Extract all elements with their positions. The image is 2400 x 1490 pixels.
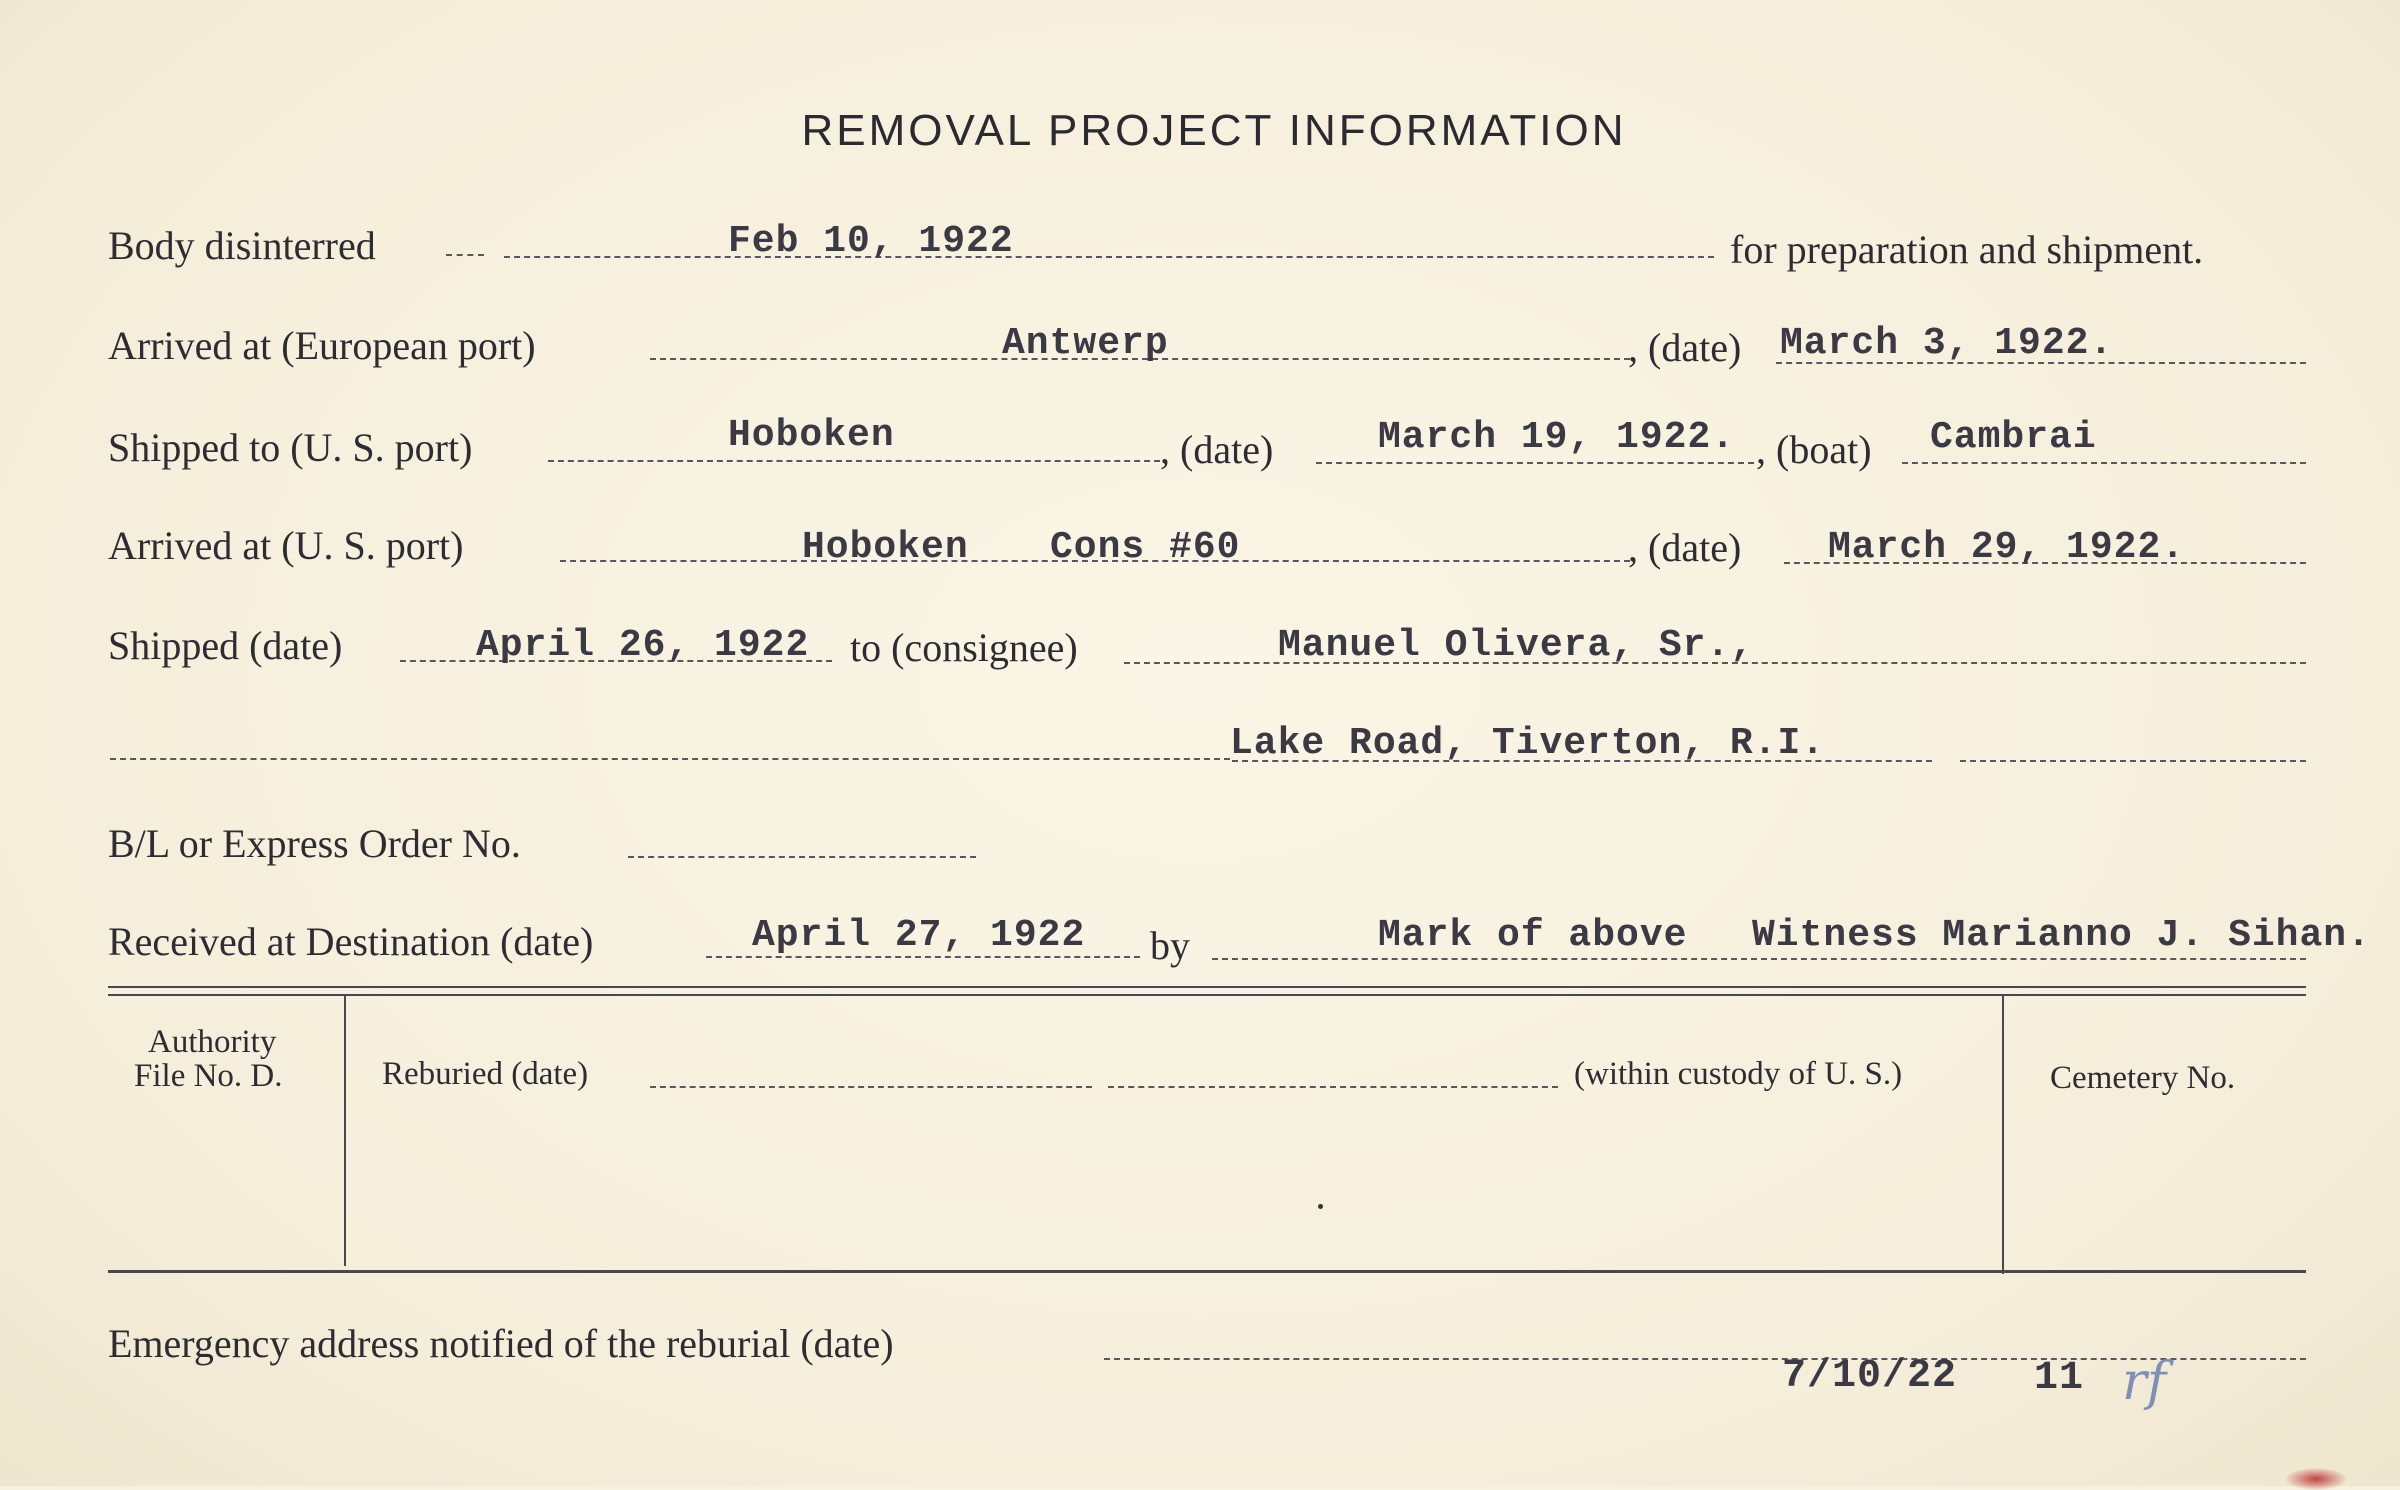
- emergency-initials: 11: [2034, 1356, 2085, 1401]
- box-bottom-rule: [108, 1270, 2306, 1273]
- shipped-to-label: Shipped to (U. S. port): [108, 425, 473, 470]
- page-title: REMOVAL PROJECT INFORMATION: [801, 106, 1627, 155]
- shipped-to-date: March 19, 1922.: [1378, 416, 1736, 459]
- reburied-label: Reburied (date): [382, 1056, 589, 1092]
- cemetery-label: Cemetery No.: [2050, 1060, 2236, 1096]
- dotted-line: [1108, 1086, 1558, 1088]
- box-top-rule-inner: [108, 994, 2306, 996]
- received-label: Received at Destination (date): [108, 919, 594, 964]
- boat-label: , (boat): [1756, 427, 1872, 472]
- dotted-line: [548, 460, 1160, 462]
- boat-value: Cambrai: [1930, 416, 2097, 459]
- authority-label: Authority: [148, 1024, 277, 1060]
- arrived-us-label: Arrived at (U. S. port): [108, 523, 464, 568]
- arrived-us-date-label: , (date): [1628, 525, 1742, 570]
- by-label: by: [1150, 923, 1190, 968]
- arrived-us-cons: Cons #60: [1050, 526, 1241, 569]
- dotted-line: [504, 256, 1714, 258]
- emergency-label: Emergency address notified of the reburial (date): [108, 1321, 894, 1366]
- bl-order-label: B/L or Express Order No.: [108, 821, 521, 866]
- received-by: Mark of above: [1378, 914, 1688, 957]
- dotted-line: [110, 758, 1230, 760]
- received-date: April 27, 1922: [752, 914, 1086, 957]
- shipped-date-value: April 26, 1922: [476, 624, 810, 667]
- shipment-suffix: for preparation and shipment.: [1730, 227, 2204, 272]
- body-disinterred-label: Body disinterred: [108, 223, 376, 268]
- shipped-date-label: Shipped (date): [108, 623, 343, 668]
- arrived-europe-label: Arrived at (European port): [108, 323, 536, 368]
- arrived-europe-value: Antwerp: [1002, 322, 1169, 365]
- box-top-rule: [108, 986, 2306, 988]
- file-no-label: File No. D.: [134, 1058, 283, 1094]
- custody-label: (within custody of U. S.): [1574, 1056, 1903, 1092]
- shipped-to-date-label: , (date): [1160, 427, 1274, 472]
- arrived-us-value: Hoboken: [802, 526, 969, 569]
- consignee-value: Manuel Olivera, Sr.,: [1278, 624, 1755, 667]
- consignee-label: to (consignee): [850, 625, 1078, 670]
- dotted-line: [1212, 958, 2306, 960]
- dotted-line: [650, 1086, 1092, 1088]
- box-divider-right: [2002, 996, 2004, 1274]
- arrived-europe-date-label: , (date): [1628, 325, 1742, 370]
- red-stain: [2286, 1468, 2346, 1490]
- arrived-europe-date: March 3, 1922.: [1780, 322, 2114, 365]
- consignee-address: Lake Road, Tiverton, R.I.: [1230, 722, 1826, 765]
- handwritten-initials: rf: [2122, 1352, 2167, 1412]
- body-disinterred-value: Feb 10, 1922: [728, 220, 1014, 263]
- dotted-line: [446, 254, 484, 256]
- dotted-line: [1960, 760, 2306, 762]
- dotted-line: [1902, 462, 2306, 464]
- shipped-to-value: Hoboken: [728, 414, 895, 457]
- dotted-line: [1316, 462, 1754, 464]
- witness: Witness Marianno J. Sihan.: [1752, 914, 2371, 957]
- arrived-us-date: March 29, 1922.: [1828, 526, 2186, 569]
- box-divider-left: [344, 996, 346, 1266]
- ink-speck: [1318, 1204, 1323, 1209]
- emergency-date: 7/10/22: [1782, 1354, 1958, 1399]
- dotted-line: [628, 856, 976, 858]
